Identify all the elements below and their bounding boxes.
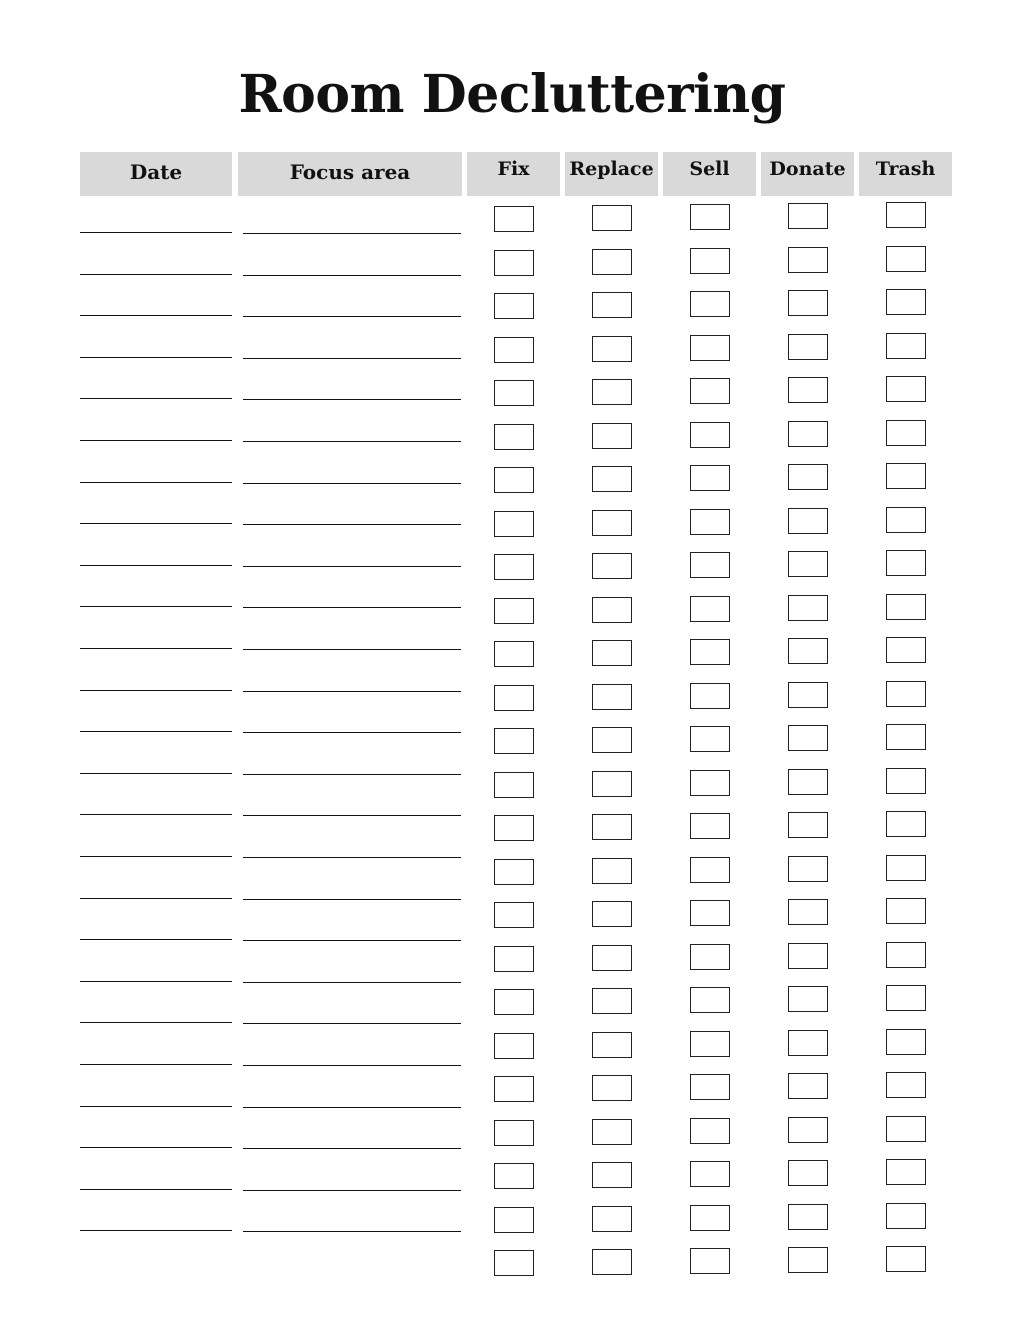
trash-checkbox[interactable]	[886, 1072, 926, 1098]
sell-checkbox[interactable]	[690, 1161, 730, 1187]
sell-checkbox[interactable]	[690, 987, 730, 1013]
focus-area-entry-line[interactable]	[243, 857, 461, 858]
focus-area-entry-line[interactable]	[243, 566, 461, 567]
donate-checkbox[interactable]	[788, 203, 828, 229]
column-header-replace: Replace	[565, 152, 658, 196]
focus-area-entry-line[interactable]	[243, 899, 461, 900]
sell-checkbox[interactable]	[690, 509, 730, 535]
donate-checkbox[interactable]	[788, 1030, 828, 1056]
replace-checkbox[interactable]	[592, 1119, 632, 1145]
trash-checkbox[interactable]	[886, 724, 926, 750]
focus-area-entry-line[interactable]	[243, 233, 461, 234]
fix-checkbox[interactable]	[494, 1207, 534, 1233]
fix-checkbox[interactable]	[494, 815, 534, 841]
fix-checkbox[interactable]	[494, 1120, 534, 1146]
trash-checkbox[interactable]	[886, 898, 926, 924]
column-header-date: Date	[80, 152, 232, 196]
sell-checkbox[interactable]	[690, 335, 730, 361]
sell-checkbox[interactable]	[690, 770, 730, 796]
sell-checkbox[interactable]	[690, 944, 730, 970]
trash-checkbox[interactable]	[886, 855, 926, 881]
replace-checkbox[interactable]	[592, 814, 632, 840]
focus-area-entry-line[interactable]	[243, 524, 461, 525]
donate-checkbox[interactable]	[788, 377, 828, 403]
fix-checkbox[interactable]	[494, 206, 534, 232]
date-entry-line[interactable]	[80, 856, 232, 857]
focus-area-entry-line[interactable]	[243, 1107, 461, 1108]
sell-checkbox[interactable]	[690, 291, 730, 317]
focus-area-entry-line[interactable]	[243, 607, 461, 608]
trash-checkbox[interactable]	[886, 1116, 926, 1142]
donate-checkbox[interactable]	[788, 334, 828, 360]
replace-checkbox[interactable]	[592, 901, 632, 927]
fix-checkbox[interactable]	[494, 1076, 534, 1102]
date-entry-line[interactable]	[80, 1022, 232, 1023]
replace-checkbox[interactable]	[592, 1032, 632, 1058]
donate-checkbox[interactable]	[788, 638, 828, 664]
date-entry-line[interactable]	[80, 814, 232, 815]
focus-area-entry-line[interactable]	[243, 441, 461, 442]
replace-checkbox[interactable]	[592, 336, 632, 362]
focus-area-entry-line[interactable]	[243, 940, 461, 941]
trash-checkbox[interactable]	[886, 1203, 926, 1229]
focus-area-entry-line[interactable]	[243, 1190, 461, 1191]
focus-area-entry-line[interactable]	[243, 358, 461, 359]
replace-checkbox[interactable]	[592, 510, 632, 536]
fix-checkbox[interactable]	[494, 467, 534, 493]
sell-checkbox[interactable]	[690, 1118, 730, 1144]
column-header-sell: Sell	[663, 152, 756, 196]
trash-checkbox[interactable]	[886, 289, 926, 315]
sell-checkbox[interactable]	[690, 639, 730, 665]
donate-checkbox[interactable]	[788, 508, 828, 534]
replace-checkbox[interactable]	[592, 988, 632, 1014]
replace-checkbox[interactable]	[592, 858, 632, 884]
column-header-donate: Donate	[761, 152, 854, 196]
date-entry-line[interactable]	[80, 482, 232, 483]
fix-checkbox[interactable]	[494, 902, 534, 928]
focus-area-entry-line[interactable]	[243, 982, 461, 983]
donate-checkbox[interactable]	[788, 247, 828, 273]
trash-checkbox[interactable]	[886, 1029, 926, 1055]
replace-checkbox[interactable]	[592, 1249, 632, 1275]
sell-checkbox[interactable]	[690, 857, 730, 883]
replace-checkbox[interactable]	[592, 771, 632, 797]
sell-checkbox[interactable]	[690, 1205, 730, 1231]
focus-area-entry-line[interactable]	[243, 815, 461, 816]
donate-checkbox[interactable]	[788, 899, 828, 925]
fix-checkbox[interactable]	[494, 641, 534, 667]
replace-checkbox[interactable]	[592, 640, 632, 666]
fix-checkbox[interactable]	[494, 554, 534, 580]
date-entry-line[interactable]	[80, 773, 232, 774]
page-title: Room Decluttering	[238, 64, 786, 125]
fix-checkbox[interactable]	[494, 1250, 534, 1276]
replace-checkbox[interactable]	[592, 292, 632, 318]
replace-checkbox[interactable]	[592, 553, 632, 579]
focus-area-entry-line[interactable]	[243, 649, 461, 650]
donate-checkbox[interactable]	[788, 1204, 828, 1230]
date-entry-line[interactable]	[80, 274, 232, 275]
replace-checkbox[interactable]	[592, 205, 632, 231]
fix-checkbox[interactable]	[494, 380, 534, 406]
trash-checkbox[interactable]	[886, 376, 926, 402]
donate-checkbox[interactable]	[788, 812, 828, 838]
sell-checkbox[interactable]	[690, 204, 730, 230]
fix-checkbox[interactable]	[494, 772, 534, 798]
fix-checkbox[interactable]	[494, 250, 534, 276]
sell-checkbox[interactable]	[690, 1248, 730, 1274]
sell-checkbox[interactable]	[690, 248, 730, 274]
focus-area-entry-line[interactable]	[243, 483, 461, 484]
donate-checkbox[interactable]	[788, 856, 828, 882]
focus-area-entry-line[interactable]	[243, 275, 461, 276]
trash-checkbox[interactable]	[886, 811, 926, 837]
trash-checkbox[interactable]	[886, 681, 926, 707]
column-header-fix: Fix	[467, 152, 560, 196]
fix-checkbox[interactable]	[494, 598, 534, 624]
donate-checkbox[interactable]	[788, 986, 828, 1012]
donate-checkbox[interactable]	[788, 1117, 828, 1143]
fix-checkbox[interactable]	[494, 293, 534, 319]
donate-checkbox[interactable]	[788, 1247, 828, 1273]
sell-checkbox[interactable]	[690, 726, 730, 752]
date-entry-line[interactable]	[80, 898, 232, 899]
date-entry-line[interactable]	[80, 357, 232, 358]
trash-checkbox[interactable]	[886, 202, 926, 228]
trash-checkbox[interactable]	[886, 420, 926, 446]
date-entry-line[interactable]	[80, 440, 232, 441]
date-entry-line[interactable]	[80, 1147, 232, 1148]
trash-checkbox[interactable]	[886, 333, 926, 359]
date-entry-line[interactable]	[80, 939, 232, 940]
fix-checkbox[interactable]	[494, 685, 534, 711]
date-entry-line[interactable]	[80, 1230, 232, 1231]
donate-checkbox[interactable]	[788, 421, 828, 447]
donate-checkbox[interactable]	[788, 464, 828, 490]
donate-checkbox[interactable]	[788, 682, 828, 708]
focus-area-entry-line[interactable]	[243, 1023, 461, 1024]
trash-checkbox[interactable]	[886, 463, 926, 489]
sell-checkbox[interactable]	[690, 378, 730, 404]
column-header-focus-area: Focus area	[238, 152, 462, 196]
focus-area-entry-line[interactable]	[243, 732, 461, 733]
sell-checkbox[interactable]	[690, 1074, 730, 1100]
fix-checkbox[interactable]	[494, 859, 534, 885]
trash-checkbox[interactable]	[886, 942, 926, 968]
date-entry-line[interactable]	[80, 690, 232, 691]
trash-checkbox[interactable]	[886, 768, 926, 794]
sell-checkbox[interactable]	[690, 683, 730, 709]
replace-checkbox[interactable]	[592, 249, 632, 275]
sell-checkbox[interactable]	[690, 465, 730, 491]
donate-checkbox[interactable]	[788, 769, 828, 795]
trash-checkbox[interactable]	[886, 246, 926, 272]
donate-checkbox[interactable]	[788, 1160, 828, 1186]
replace-checkbox[interactable]	[592, 684, 632, 710]
replace-checkbox[interactable]	[592, 597, 632, 623]
trash-checkbox[interactable]	[886, 1246, 926, 1272]
donate-checkbox[interactable]	[788, 551, 828, 577]
donate-checkbox[interactable]	[788, 1073, 828, 1099]
focus-area-entry-line[interactable]	[243, 1148, 461, 1149]
replace-checkbox[interactable]	[592, 1206, 632, 1232]
sell-checkbox[interactable]	[690, 552, 730, 578]
sell-checkbox[interactable]	[690, 900, 730, 926]
fix-checkbox[interactable]	[494, 511, 534, 537]
trash-checkbox[interactable]	[886, 594, 926, 620]
sell-checkbox[interactable]	[690, 1031, 730, 1057]
date-entry-line[interactable]	[80, 1064, 232, 1065]
replace-checkbox[interactable]	[592, 466, 632, 492]
column-header-trash: Trash	[859, 152, 952, 196]
donate-checkbox[interactable]	[788, 943, 828, 969]
fix-checkbox[interactable]	[494, 1033, 534, 1059]
trash-checkbox[interactable]	[886, 985, 926, 1011]
trash-checkbox[interactable]	[886, 1159, 926, 1185]
trash-checkbox[interactable]	[886, 507, 926, 533]
fix-checkbox[interactable]	[494, 1163, 534, 1189]
focus-area-entry-line[interactable]	[243, 691, 461, 692]
fix-checkbox[interactable]	[494, 424, 534, 450]
replace-checkbox[interactable]	[592, 379, 632, 405]
fix-checkbox[interactable]	[494, 728, 534, 754]
focus-area-entry-line[interactable]	[243, 1231, 461, 1232]
replace-checkbox[interactable]	[592, 1162, 632, 1188]
donate-checkbox[interactable]	[788, 725, 828, 751]
focus-area-entry-line[interactable]	[243, 399, 461, 400]
trash-checkbox[interactable]	[886, 550, 926, 576]
focus-area-entry-line[interactable]	[243, 1065, 461, 1066]
date-entry-line[interactable]	[80, 398, 232, 399]
date-entry-line[interactable]	[80, 1189, 232, 1190]
replace-checkbox[interactable]	[592, 945, 632, 971]
sell-checkbox[interactable]	[690, 596, 730, 622]
fix-checkbox[interactable]	[494, 989, 534, 1015]
date-entry-line[interactable]	[80, 565, 232, 566]
trash-checkbox[interactable]	[886, 637, 926, 663]
donate-checkbox[interactable]	[788, 595, 828, 621]
sell-checkbox[interactable]	[690, 422, 730, 448]
date-entry-line[interactable]	[80, 731, 232, 732]
date-entry-line[interactable]	[80, 981, 232, 982]
date-entry-line[interactable]	[80, 648, 232, 649]
focus-area-entry-line[interactable]	[243, 774, 461, 775]
fix-checkbox[interactable]	[494, 946, 534, 972]
sell-checkbox[interactable]	[690, 813, 730, 839]
replace-checkbox[interactable]	[592, 1075, 632, 1101]
replace-checkbox[interactable]	[592, 727, 632, 753]
date-entry-line[interactable]	[80, 315, 232, 316]
focus-area-entry-line[interactable]	[243, 316, 461, 317]
donate-checkbox[interactable]	[788, 290, 828, 316]
date-entry-line[interactable]	[80, 523, 232, 524]
date-entry-line[interactable]	[80, 232, 232, 233]
fix-checkbox[interactable]	[494, 337, 534, 363]
date-entry-line[interactable]	[80, 1106, 232, 1107]
replace-checkbox[interactable]	[592, 423, 632, 449]
date-entry-line[interactable]	[80, 606, 232, 607]
